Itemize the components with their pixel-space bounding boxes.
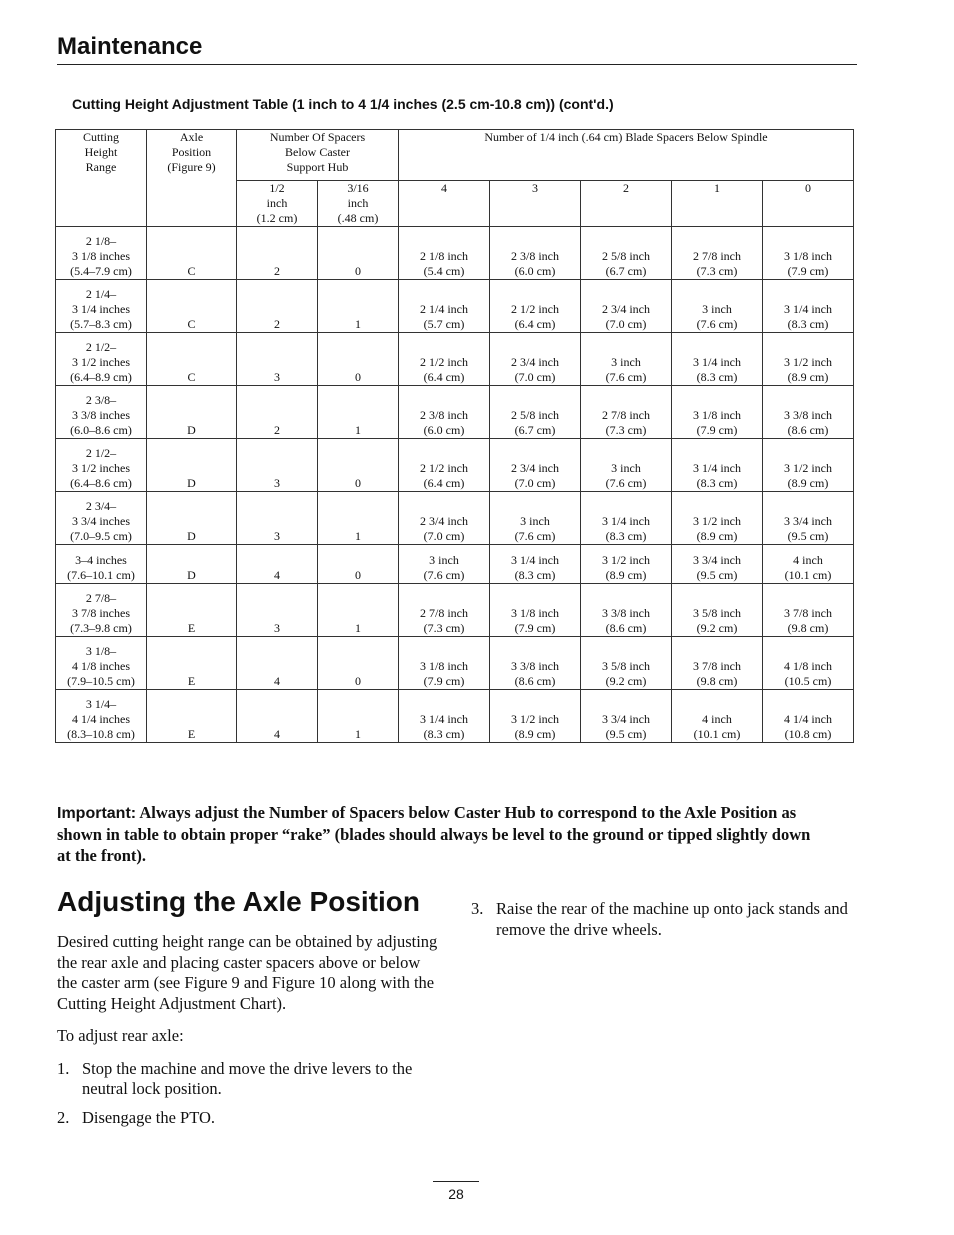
blade-0-cell: 3 7/8 inch (9.8 cm) [763, 584, 854, 637]
table-row [56, 386, 854, 439]
table-body [56, 227, 854, 743]
blade-4-cell: 2 1/4 inch (5.7 cm) [399, 280, 490, 333]
blade-1-cell: 4 inch (10.1 cm) [672, 690, 763, 743]
header-blade-2: 2 [581, 181, 672, 227]
header-axle-position: Axle Position (Figure 9) [147, 130, 237, 227]
table-row [56, 637, 854, 690]
axle-cell: D [147, 492, 237, 545]
blade-1-cell: 3 1/4 inch (8.3 cm) [672, 439, 763, 492]
header-blade-0: 0 [763, 181, 854, 227]
blade-3-cell: 3 inch (7.6 cm) [490, 492, 581, 545]
three-sixteenth-spacers-cell: 1 [318, 690, 399, 743]
blade-0-cell: 4 1/8 inch (10.5 cm) [763, 637, 854, 690]
step-text: Raise the rear of the machine up onto jack stands and remove the drive wheels. [496, 899, 848, 939]
blade-2-cell: 2 3/4 inch (7.0 cm) [581, 280, 672, 333]
blade-4-cell: 3 1/4 inch (8.3 cm) [399, 690, 490, 743]
blade-2-cell: 3 3/4 inch (9.5 cm) [581, 690, 672, 743]
blade-0-cell: 3 3/8 inch (8.6 cm) [763, 386, 854, 439]
range-cell: 3 1/8– 4 1/8 inches (7.9–10.5 cm) [56, 637, 147, 690]
blade-2-cell: 3 1/2 inch (8.9 cm) [581, 545, 672, 584]
axle-cell: D [147, 545, 237, 584]
half-inch-spacers-cell: 4 [237, 637, 318, 690]
range-cell: 3–4 inches (7.6–10.1 cm) [56, 545, 147, 584]
step-text: Disengage the PTO. [82, 1107, 216, 1127]
important-label: Important: [57, 805, 137, 822]
range-cell: 2 1/4– 3 1/4 inches (5.7–8.3 cm) [56, 280, 147, 333]
table-row [56, 227, 854, 280]
blade-2-cell: 2 5/8 inch (6.7 cm) [581, 227, 672, 280]
blade-2-cell: 3 5/8 inch (9.2 cm) [581, 637, 672, 690]
blade-0-cell: 3 1/2 inch (8.9 cm) [763, 333, 854, 386]
blade-3-cell: 3 1/2 inch (8.9 cm) [490, 690, 581, 743]
step-item [57, 1108, 442, 1129]
axle-cell: D [147, 439, 237, 492]
blade-0-cell: 4 inch (10.1 cm) [763, 545, 854, 584]
important-text: Always adjust the Number of Spacers below Caster Hub to correspond to the Axle Position as shown in table to obtain proper “rake” (blades should always be level to the ground or tipped slightly down at the front). [57, 803, 811, 865]
blade-3-cell: 3 1/8 inch (7.9 cm) [490, 584, 581, 637]
three-sixteenth-spacers-cell: 0 [318, 333, 399, 386]
blade-3-cell: 2 3/4 inch (7.0 cm) [490, 333, 581, 386]
range-cell: 2 1/2– 3 1/2 inches (6.4–8.9 cm) [56, 333, 147, 386]
blade-2-cell: 3 1/4 inch (8.3 cm) [581, 492, 672, 545]
header-blade-4: 4 [399, 181, 490, 227]
three-sixteenth-spacers-cell: 1 [318, 386, 399, 439]
header-three-sixteenth-inch: 3/16 inch (.48 cm) [318, 181, 399, 227]
half-inch-spacers-cell: 3 [237, 333, 318, 386]
range-cell: 2 3/8– 3 3/8 inches (6.0–8.6 cm) [56, 386, 147, 439]
axle-cell: C [147, 280, 237, 333]
blade-1-cell: 3 inch (7.6 cm) [672, 280, 763, 333]
blade-2-cell: 2 7/8 inch (7.3 cm) [581, 386, 672, 439]
half-inch-spacers-cell: 2 [237, 280, 318, 333]
blade-1-cell: 2 7/8 inch (7.3 cm) [672, 227, 763, 280]
cutting-height-table [55, 129, 854, 743]
half-inch-spacers-cell: 4 [237, 545, 318, 584]
footer-rule [433, 1181, 479, 1182]
half-inch-spacers-cell: 3 [237, 584, 318, 637]
step-text: Stop the machine and move the drive levers to the neutral lock position. [82, 1058, 413, 1098]
blade-4-cell: 2 3/8 inch (6.0 cm) [399, 386, 490, 439]
step-item [57, 1059, 442, 1100]
blade-1-cell: 3 7/8 inch (9.8 cm) [672, 637, 763, 690]
blade-2-cell: 3 inch (7.6 cm) [581, 333, 672, 386]
blade-4-cell: 2 1/2 inch (6.4 cm) [399, 439, 490, 492]
blade-2-cell: 3 3/8 inch (8.6 cm) [581, 584, 672, 637]
blade-4-cell: 2 1/8 inch (5.4 cm) [399, 227, 490, 280]
blade-1-cell: 3 5/8 inch (9.2 cm) [672, 584, 763, 637]
section-heading: Adjusting the Axle Position [57, 886, 420, 917]
blade-4-cell: 3 1/8 inch (7.9 cm) [399, 637, 490, 690]
right-column [471, 899, 861, 948]
blade-3-cell: 2 3/8 inch (6.0 cm) [490, 227, 581, 280]
step-item [471, 899, 861, 940]
half-inch-spacers-cell: 4 [237, 690, 318, 743]
blade-1-cell: 3 1/8 inch (7.9 cm) [672, 386, 763, 439]
header-rule [57, 64, 857, 65]
blade-3-cell: 3 3/8 inch (8.6 cm) [490, 637, 581, 690]
table-row [56, 492, 854, 545]
blade-0-cell: 3 1/4 inch (8.3 cm) [763, 280, 854, 333]
range-cell: 2 3/4– 3 3/4 inches (7.0–9.5 cm) [56, 492, 147, 545]
axle-cell: E [147, 637, 237, 690]
blade-0-cell: 3 3/4 inch (9.5 cm) [763, 492, 854, 545]
blade-0-cell: 3 1/2 inch (8.9 cm) [763, 439, 854, 492]
blade-1-cell: 3 1/2 inch (8.9 cm) [672, 492, 763, 545]
step-number: 3. [471, 899, 484, 918]
three-sixteenth-spacers-cell: 0 [318, 637, 399, 690]
blade-4-cell: 2 7/8 inch (7.3 cm) [399, 584, 490, 637]
three-sixteenth-spacers-cell: 1 [318, 584, 399, 637]
axle-cell: D [147, 386, 237, 439]
table-row [56, 584, 854, 637]
blade-2-cell: 3 inch (7.6 cm) [581, 439, 672, 492]
three-sixteenth-spacers-cell: 0 [318, 227, 399, 280]
three-sixteenth-spacers-cell: 0 [318, 439, 399, 492]
blade-4-cell: 3 inch (7.6 cm) [399, 545, 490, 584]
step-number: 2. [57, 1107, 70, 1127]
intro-paragraph: Desired cutting height range can be obtained by adjusting the rear axle and placing caster spacers above or below the caster arm (see Figure 9 and Figure 10 along with the Cutting Height Adjustment Chart). [57, 932, 438, 1013]
step-number: 1. [57, 1058, 70, 1078]
header-caster-spacers: Number Of Spacers Below Caster Support Hub [237, 130, 399, 181]
blade-4-cell: 2 3/4 inch (7.0 cm) [399, 492, 490, 545]
range-cell: 2 1/2– 3 1/2 inches (6.4–8.6 cm) [56, 439, 147, 492]
blade-3-cell: 2 3/4 inch (7.0 cm) [490, 439, 581, 492]
header-blade-1: 1 [672, 181, 763, 227]
header-blade-3: 3 [490, 181, 581, 227]
header-cutting-height-range: Cutting Height Range [56, 130, 147, 227]
range-cell: 2 7/8– 3 7/8 inches (7.3–9.8 cm) [56, 584, 147, 637]
range-cell: 2 1/8– 3 1/8 inches (5.4–7.9 cm) [56, 227, 147, 280]
half-inch-spacers-cell: 3 [237, 492, 318, 545]
three-sixteenth-spacers-cell: 1 [318, 492, 399, 545]
left-column [57, 932, 442, 1136]
axle-cell: E [147, 584, 237, 637]
axle-cell: C [147, 227, 237, 280]
blade-3-cell: 3 1/4 inch (8.3 cm) [490, 545, 581, 584]
page-number: 28 [448, 1186, 464, 1202]
table-row [56, 439, 854, 492]
blade-1-cell: 3 1/4 inch (8.3 cm) [672, 333, 763, 386]
header-half-inch: 1/2 inch (1.2 cm) [237, 181, 318, 227]
table-row [56, 333, 854, 386]
blade-3-cell: 2 5/8 inch (6.7 cm) [490, 386, 581, 439]
table-row [56, 545, 854, 584]
header-blade-spacers: Number of 1/4 inch (.64 cm) Blade Spacers Below Spindle [399, 130, 854, 181]
three-sixteenth-spacers-cell: 1 [318, 280, 399, 333]
table-title: Cutting Height Adjustment Table (1 inch to 4 1/4 inches (2.5 cm-10.8 cm)) (cont'd.) [72, 96, 614, 112]
three-sixteenth-spacers-cell: 0 [318, 545, 399, 584]
half-inch-spacers-cell: 3 [237, 439, 318, 492]
blade-0-cell: 4 1/4 inch (10.8 cm) [763, 690, 854, 743]
blade-4-cell: 2 1/2 inch (6.4 cm) [399, 333, 490, 386]
section-header: Maintenance [57, 33, 203, 60]
lead-paragraph: To adjust rear axle: [57, 1026, 184, 1045]
important-note [57, 802, 827, 866]
half-inch-spacers-cell: 2 [237, 386, 318, 439]
axle-cell: E [147, 690, 237, 743]
blade-3-cell: 2 1/2 inch (6.4 cm) [490, 280, 581, 333]
half-inch-spacers-cell: 2 [237, 227, 318, 280]
blade-1-cell: 3 3/4 inch (9.5 cm) [672, 545, 763, 584]
range-cell: 3 1/4– 4 1/4 inches (8.3–10.8 cm) [56, 690, 147, 743]
blade-0-cell: 3 1/8 inch (7.9 cm) [763, 227, 854, 280]
axle-cell: C [147, 333, 237, 386]
table-row [56, 280, 854, 333]
table-row [56, 690, 854, 743]
